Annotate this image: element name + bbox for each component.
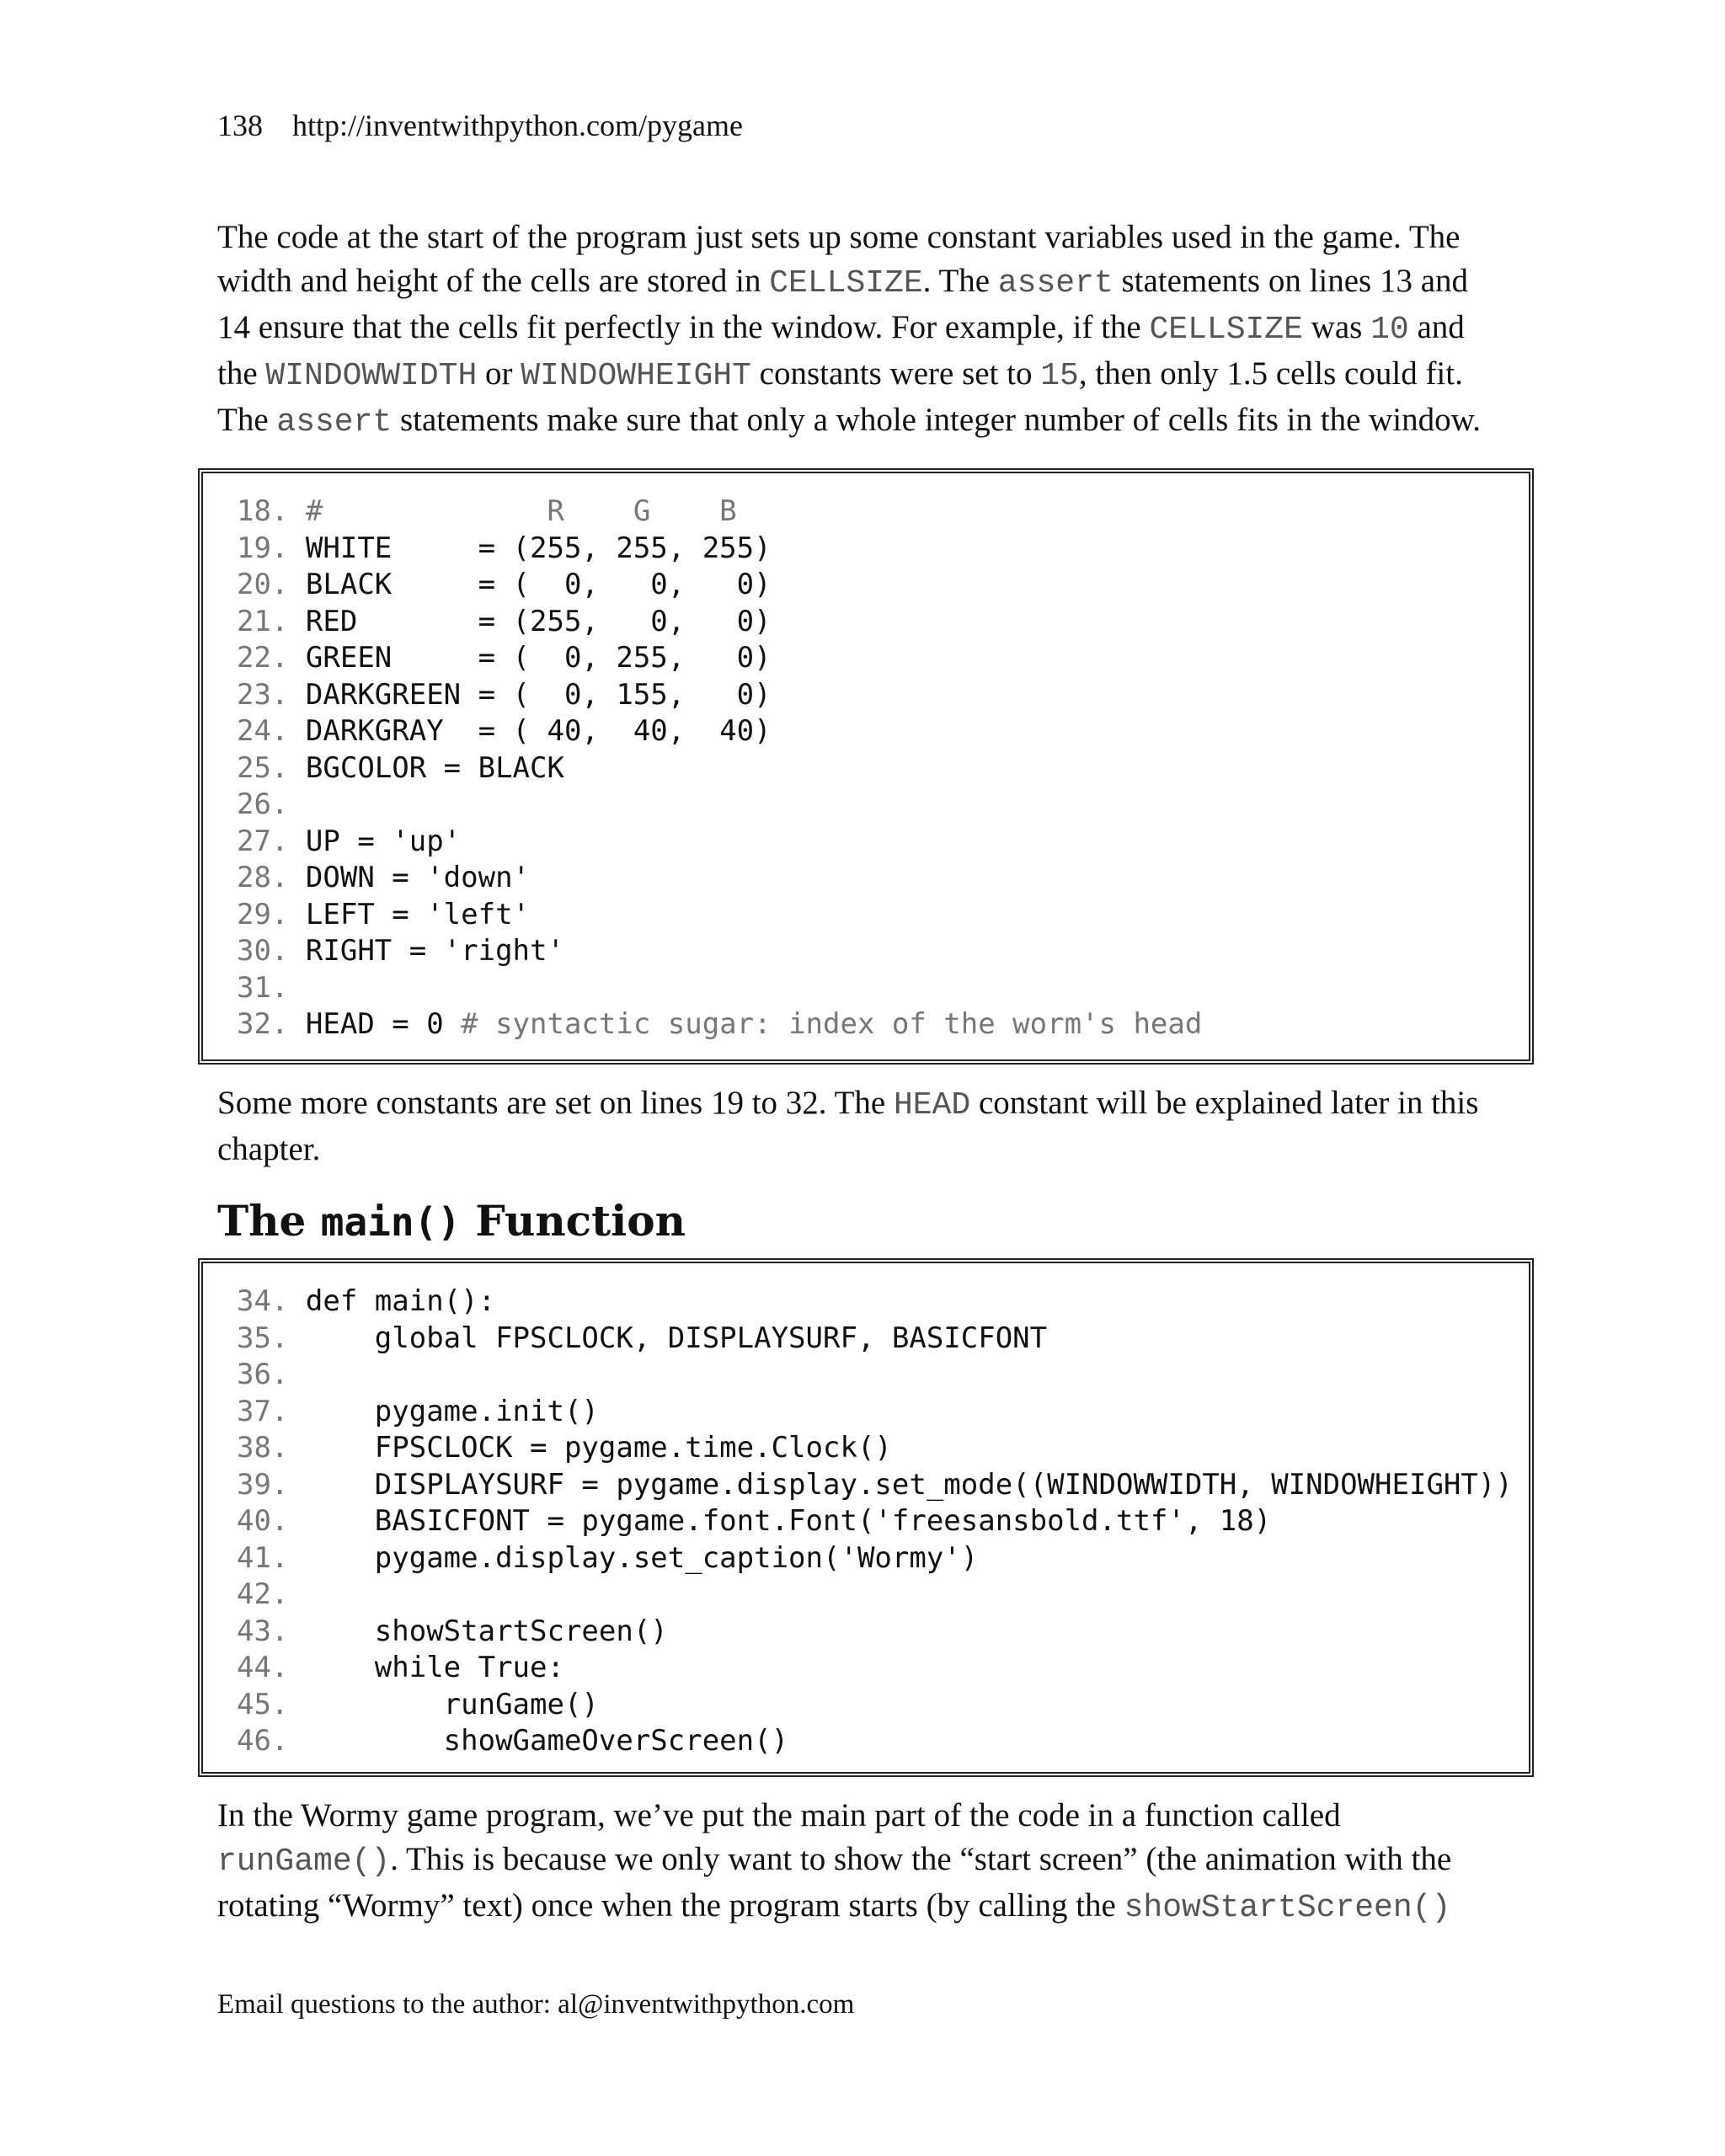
line-number: 40.: [237, 1504, 289, 1538]
line-number: 43.: [237, 1614, 289, 1648]
inline-code: assert: [276, 404, 393, 440]
code-line: [237, 750, 1202, 787]
code-listing-colors: [198, 468, 1534, 1065]
code-text: DOWN = 'down': [305, 861, 531, 894]
code-lines: [237, 1283, 1513, 1760]
code-line: [237, 1540, 1513, 1577]
code-text: showStartScreen(): [305, 1614, 668, 1648]
line-number: 29.: [237, 897, 289, 931]
code-text: BASICFONT = pygame.font.Font('freesansbold.ttf', 18): [305, 1504, 1272, 1538]
text-line: [217, 259, 1531, 306]
text-line: [217, 352, 1531, 398]
line-number: 30.: [237, 934, 289, 968]
code-lines: [237, 494, 1202, 1043]
page-footer: Email questions to the author: al@inventwithpython.com: [217, 1989, 855, 2020]
text-run: chapter.: [217, 1131, 321, 1167]
code-text: DARKGRAY = ( 40, 40, 40): [305, 714, 772, 748]
text-run: Some more constants are set on lines 19 to 32. The: [217, 1085, 894, 1121]
inline-code: showStartScreen(): [1124, 1890, 1451, 1926]
line-number: 36.: [237, 1358, 289, 1391]
code-text: while True:: [305, 1651, 564, 1684]
line-number: 39.: [237, 1467, 289, 1502]
section-heading: [217, 1196, 686, 1246]
code-line: [237, 677, 1202, 714]
heading-suffix: Function: [460, 1196, 686, 1246]
header-url[interactable]: http://inventwithpython.com/pygame: [292, 109, 743, 142]
code-line: [237, 1394, 1513, 1431]
line-number: 23.: [237, 677, 289, 712]
line-number: 44.: [237, 1651, 289, 1684]
text-run: statements make sure that only a whole integer number of cells fits in the window.: [392, 402, 1482, 438]
code-line: [237, 1283, 1513, 1321]
code-line: [237, 1467, 1513, 1504]
code-text: RED = (255, 0, 0): [305, 604, 772, 638]
text-run: was: [1302, 309, 1371, 345]
code-line: [237, 1614, 1513, 1651]
line-number: 20.: [237, 568, 289, 601]
text-run: In the Wormy game program, we’ve put the main part of the code in a function called: [217, 1797, 1341, 1833]
code-line: [237, 1430, 1513, 1467]
line-number: 21.: [237, 604, 289, 638]
line-number: 35.: [237, 1321, 289, 1355]
text-line: [217, 1128, 1531, 1171]
text-run: 14 ensure that the cells fit perfectly in the window. For example, if the: [217, 309, 1150, 345]
text-line: [217, 216, 1531, 259]
text-run: . The: [922, 263, 998, 299]
code-text: GREEN = ( 0, 255, 0): [305, 641, 772, 675]
code-comment: # R G B: [305, 494, 737, 528]
code-line: [237, 1357, 1513, 1394]
line-number: 18.: [237, 494, 289, 528]
text-run: the: [217, 355, 266, 392]
text-run: constants were set to: [750, 355, 1041, 392]
line-number: 28.: [237, 861, 289, 894]
code-text: BGCOLOR = BLACK: [305, 750, 564, 785]
code-text: LEFT = 'left': [305, 897, 531, 931]
inline-code: WINDOWHEIGHT: [521, 358, 751, 394]
paragraph-head-constant: [217, 1081, 1531, 1171]
code-line: [237, 1723, 1513, 1760]
line-number: 27.: [237, 824, 289, 858]
text-run: width and height of the cells are stored in: [217, 263, 770, 299]
line-number: 42.: [237, 1577, 289, 1611]
code-line: [237, 897, 1202, 934]
text-line: [217, 398, 1531, 445]
text-run: or: [477, 355, 521, 392]
code-text: def main():: [305, 1284, 496, 1318]
code-line: [237, 531, 1202, 568]
code-text: global FPSCLOCK, DISPLAYSURF, BASICFONT: [305, 1321, 1048, 1355]
page-number: 138: [217, 109, 263, 142]
text-line: [217, 1838, 1531, 1884]
code-line: [237, 970, 1202, 1007]
code-line: [237, 860, 1202, 897]
inline-code: CELLSIZE: [1149, 312, 1303, 348]
line-number: 41.: [237, 1540, 289, 1575]
paragraph-rungame: [217, 1794, 1531, 1930]
inline-code: runGame(): [217, 1844, 391, 1880]
code-line: [237, 1321, 1513, 1358]
inline-code: 10: [1370, 312, 1409, 348]
code-line: [237, 713, 1202, 750]
inline-code: CELLSIZE: [769, 265, 923, 302]
text-run: constant will be explained later in this: [970, 1085, 1479, 1121]
code-text: BLACK = ( 0, 0, 0): [305, 568, 772, 601]
text-line: [217, 1794, 1531, 1838]
code-line: [237, 494, 1202, 531]
code-line: [237, 1006, 1202, 1043]
code-line: [237, 933, 1202, 970]
text-run: . This is because we only want to show the “start screen” (the animation with the: [390, 1841, 1452, 1877]
line-number: 46.: [237, 1724, 289, 1758]
text-run: and: [1408, 309, 1465, 345]
line-number: 32.: [237, 1007, 289, 1041]
line-number: 25.: [237, 750, 289, 785]
text-run: The: [217, 402, 277, 438]
code-text: pygame.init(): [305, 1394, 599, 1428]
text-run: , then only 1.5 cells could fit.: [1078, 355, 1463, 392]
code-text: DARKGREEN = ( 0, 155, 0): [305, 677, 772, 712]
text-run: The code at the start of the program just sets up some constant variables used in the game. The: [217, 219, 1461, 255]
code-text: UP = 'up': [305, 824, 462, 858]
line-number: 37.: [237, 1394, 289, 1428]
code-line: [237, 640, 1202, 677]
code-listing-main: [198, 1258, 1534, 1777]
code-line: [237, 604, 1202, 641]
line-number: 45.: [237, 1687, 289, 1721]
code-text: RIGHT = 'right': [305, 934, 564, 968]
text-run: rotating “Wormy” text) once when the program starts (by calling the: [217, 1887, 1124, 1924]
code-line: [237, 1503, 1513, 1540]
line-number: 26.: [237, 787, 289, 821]
page-header: [217, 108, 743, 143]
line-number: 19.: [237, 531, 289, 565]
code-line: [237, 1577, 1513, 1614]
line-number: 24.: [237, 714, 289, 748]
code-text: runGame(): [305, 1687, 599, 1721]
code-line: [237, 824, 1202, 861]
text-line: [217, 1884, 1531, 1930]
line-number: 34.: [237, 1284, 289, 1318]
code-line: [237, 787, 1202, 824]
inline-code: 15: [1040, 358, 1079, 394]
text-line: [217, 1081, 1531, 1128]
code-text: DISPLAYSURF = pygame.display.set_mode((WINDOWWIDTH, WINDOWHEIGHT)): [305, 1467, 1513, 1502]
text-line: [217, 306, 1531, 352]
code-line: [237, 1650, 1513, 1687]
code-text: pygame.display.set_caption('Wormy'): [305, 1540, 979, 1575]
code-comment: # syntactic sugar: index of the worm's head: [461, 1007, 1203, 1041]
heading-code: main(): [320, 1199, 461, 1245]
line-number: 22.: [237, 641, 289, 675]
paragraph-constants-intro: [217, 216, 1531, 445]
line-number: 31.: [237, 970, 289, 1005]
code-line: [237, 567, 1202, 604]
heading-prefix: The: [217, 1196, 321, 1246]
code-text: WHITE = (255, 255, 255): [305, 531, 772, 565]
code-line: [237, 1687, 1513, 1724]
text-run: statements on lines 13 and: [1113, 263, 1469, 299]
inline-code: HEAD: [893, 1087, 971, 1123]
line-number: 38.: [237, 1431, 289, 1465]
inline-code: WINDOWWIDTH: [265, 358, 478, 394]
inline-code: assert: [997, 265, 1114, 302]
code-text: FPSCLOCK = pygame.time.Clock(): [305, 1431, 892, 1465]
code-text: HEAD = 0: [305, 1007, 462, 1041]
code-text: showGameOverScreen(): [305, 1724, 789, 1758]
